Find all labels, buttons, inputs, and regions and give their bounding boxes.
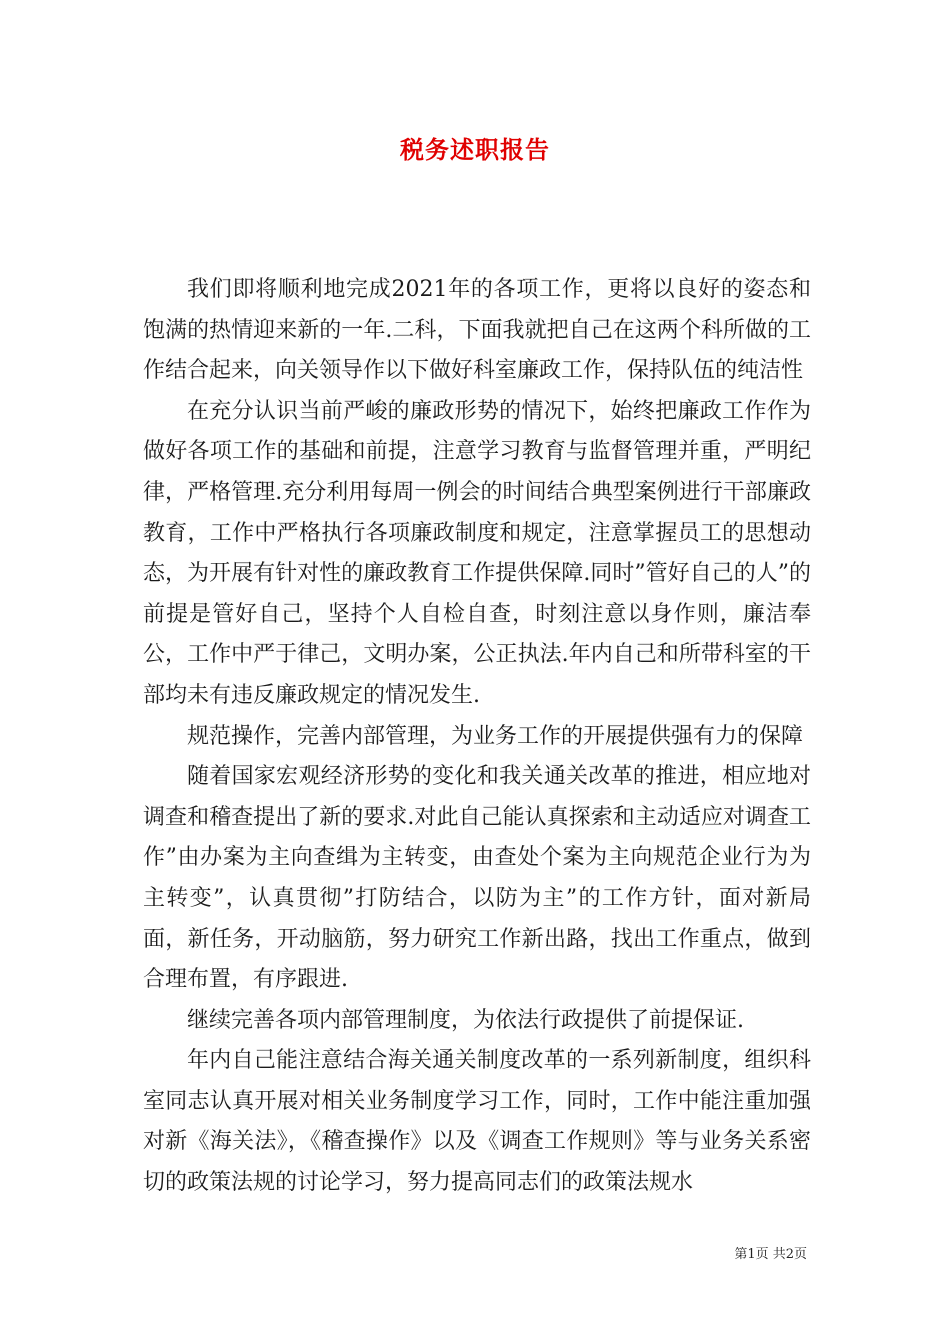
paragraph-5: 继续完善各项内部管理制度，为依法行政提供了前提保证. xyxy=(187,1007,744,1033)
paragraph-4: 随着国家宏观经济形势的变化和我关通关改革的推进，相应地对调查和稽查提出了新的要求.对此自己能认真探索和主动适应对调查工作”由办案为主向查缉为主转变，由查处个案为主向规范企业行为为主转变”，认真贯彻”打防结合，以防为主”的工作方针，面对新局面，新任务，开动脑筋，努力研究工作新出路，找出工作重点，做到合理布置，有序跟进. xyxy=(143,764,811,993)
paragraph-6: 年内自己能注意结合海关通关制度改革的一系列新制度，组织科室同志认真开展对相关业务制度学习工作，同时，工作中能注重加强对新《海关法》，《稽查操作》以及《调查工作规则》等与业务关系密切的政策法规的讨论学习，努力提高同志们的政策法规水 xyxy=(143,1048,811,1196)
paragraph-3: 规范操作，完善内部管理，为业务工作的开展提供强有力的保障 xyxy=(187,723,804,749)
document-title: 税务述职报告 xyxy=(400,135,550,164)
paragraph-1: 我们即将顺利地完成2021年的各项工作，更将以良好的姿态和饱满的热情迎来新的一年.二科，下面我就把自己在这两个科所做的工作结合起来，向关领导作以下做好科室廉政工作，保持队伍的纯洁性 xyxy=(143,277,811,384)
page-number-footer: 第1页 共2页 xyxy=(734,1247,807,1262)
document-body xyxy=(143,270,811,1204)
paragraph-2: 在充分认识当前严峻的廉政形势的情况下，始终把廉政工作作为做好各项工作的基础和前提，注意学习教育与监督管理并重，严明纪律，严格管理.充分利用每周一例会的时间结合典型案例进行干部廉政教育，工作中严格执行各项廉政制度和规定，注意掌握员工的思想动态，为开展有针对性的廉政教育工作提供保障.同时”管好自己的人”的前提是管好自己，坚持个人自检自查，时刻注意以身作则，廉洁奉公，工作中严于律己，文明办案，公正执法.年内自己和所带科室的干部均未有违反廉政规定的情况发生. xyxy=(143,398,811,708)
